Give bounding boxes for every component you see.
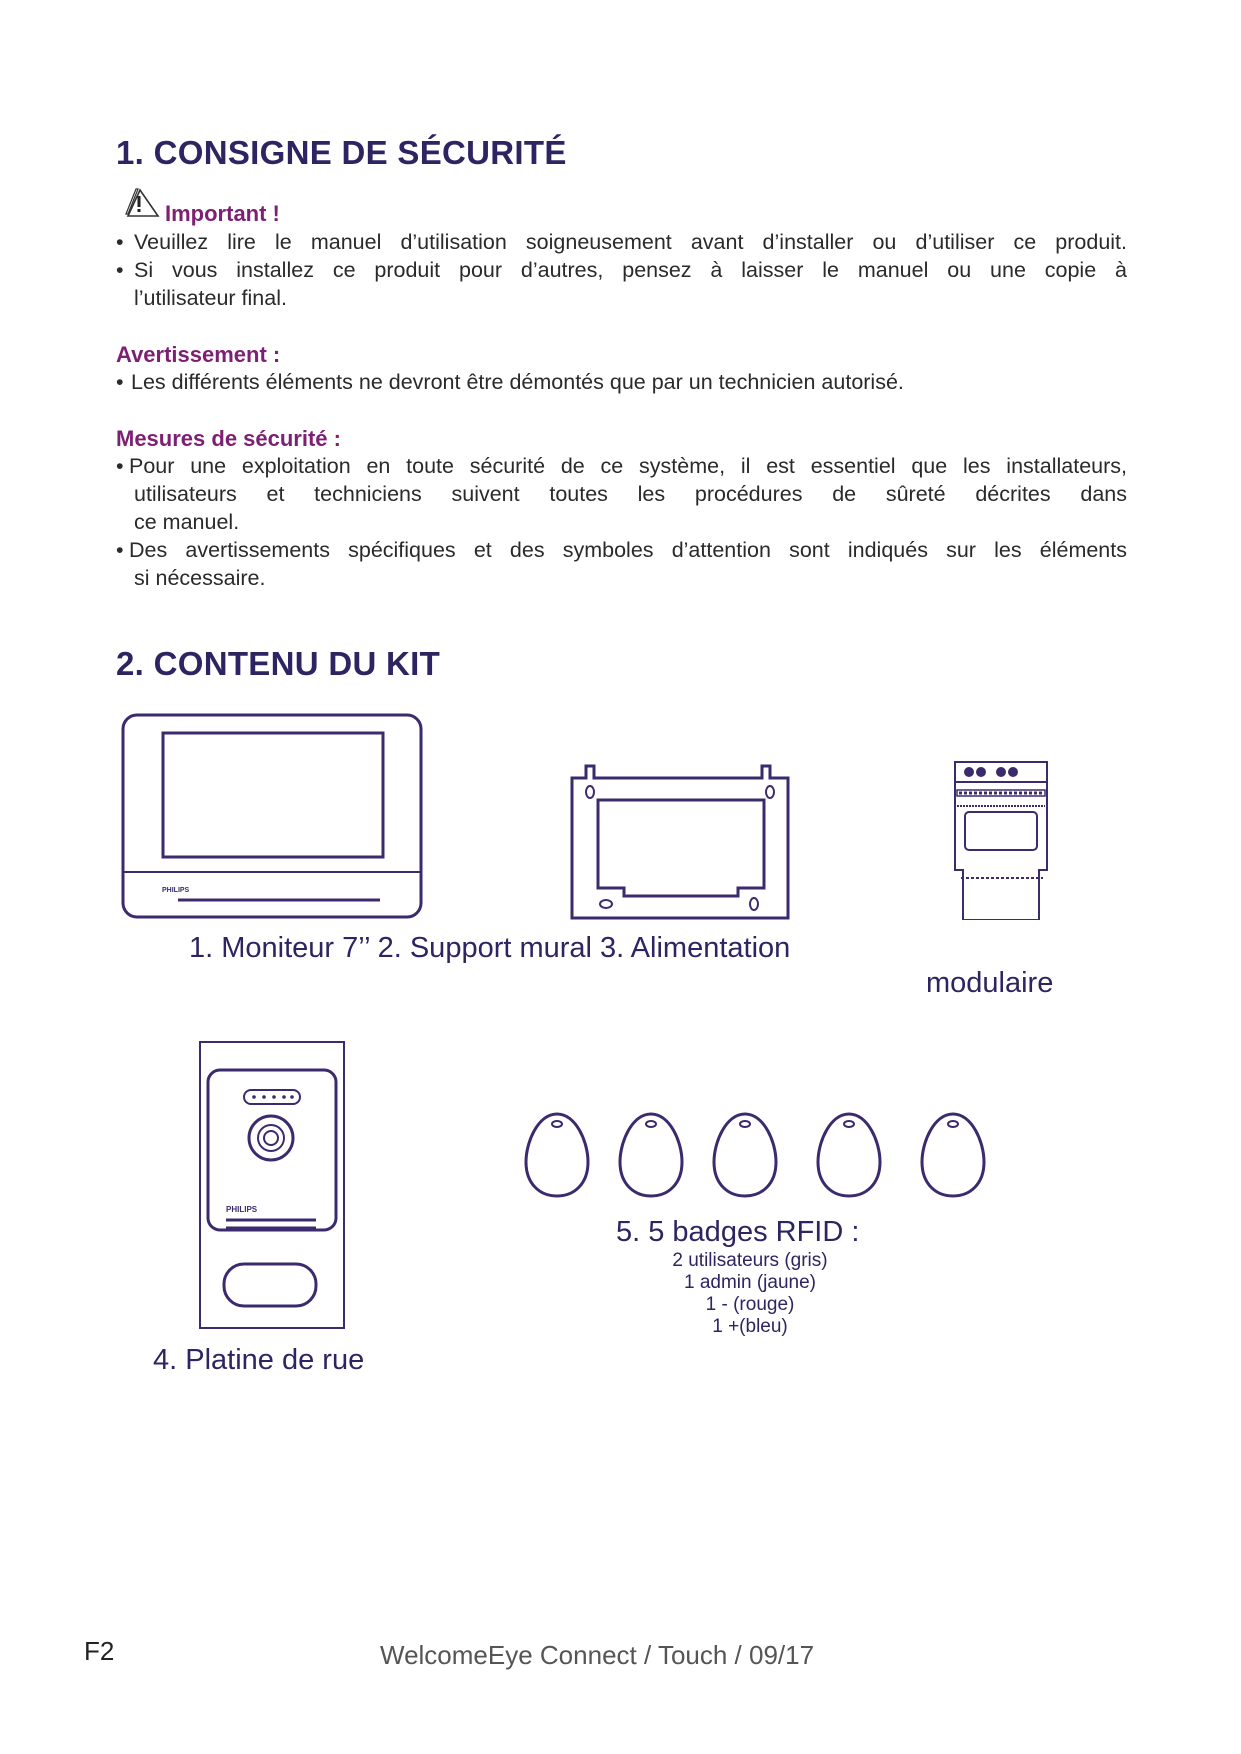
- bullet-marker: •: [116, 454, 124, 478]
- rfid-badges-illustration: [524, 1110, 994, 1203]
- panel-brand-text: PHILIPS: [226, 1205, 258, 1214]
- bullet-marker: •: [116, 370, 124, 394]
- section2-title: 2. CONTENU DU KIT: [116, 645, 441, 682]
- caption-badges: 5. 5 badges RFID :: [616, 1216, 860, 1248]
- footer-product: WelcomeEye Connect / Touch / 09/17: [380, 1640, 815, 1670]
- rfid-badge: [818, 1114, 880, 1196]
- important-bullet-1: Veuillez lire le manuel d’utilisation soigneusement avant d’installer ou d’utiliser ce produit.: [134, 230, 1127, 254]
- important-bullet-2-cont: l’utilisateur final.: [134, 286, 287, 310]
- caption-row1-modulaire: modulaire: [926, 967, 1054, 999]
- caption-platine: 4. Platine de rue: [153, 1344, 365, 1376]
- section1-title: 1. CONSIGNE DE SÉCURITÉ: [116, 134, 567, 171]
- measures-bullet-2-cont: si nécessaire.: [134, 566, 266, 590]
- measures-bullet-2: Des avertissements spécifiques et des symboles d’attention sont indiqués sur les éléments: [129, 538, 1127, 562]
- important-bullet-2: Si vous installez ce produit pour d’autres, pensez à laisser le manuel ou une copie à: [134, 258, 1127, 282]
- street-panel-illustration: [196, 1040, 346, 1335]
- monitor-illustration: [118, 712, 428, 929]
- page-number: F2: [84, 1636, 115, 1666]
- rfid-badge: [714, 1114, 776, 1196]
- bullet-marker: •: [116, 230, 124, 254]
- power-supply-illustration: [951, 760, 1051, 925]
- wall-support-illustration: [566, 760, 796, 927]
- badge-line: 2 utilisateurs (gris): [672, 1250, 828, 1271]
- important-label: Important !: [165, 201, 280, 226]
- warning-triangle-icon: [124, 186, 160, 225]
- caption-row1: 1. Moniteur 7’’ 2. Support mural 3. Alimentation: [189, 932, 791, 964]
- rfid-badge: [620, 1114, 682, 1196]
- bullet-marker: •: [116, 538, 124, 562]
- badge-line: 1 +(bleu): [712, 1316, 788, 1337]
- rfid-badge: [922, 1114, 984, 1196]
- measures-label: Mesures de sécurité :: [116, 426, 341, 451]
- warning-bullet-1: Les différents éléments ne devront être démontés que par un technicien autorisé.: [131, 370, 904, 394]
- warning-label: Avertissement :: [116, 342, 281, 367]
- rfid-badge: [526, 1114, 588, 1196]
- monitor-brand-text: PHILIPS: [162, 887, 190, 894]
- measures-bullet-1-cont2: ce manuel.: [134, 510, 240, 534]
- measures-bullet-1: Pour une exploitation en toute sécurité de ce système, il est essentiel que les installateurs,: [129, 454, 1127, 478]
- badge-line: 1 admin (jaune): [683, 1272, 817, 1293]
- badge-line: 1 - (rouge): [705, 1294, 795, 1315]
- badge-list: [620, 1250, 880, 1338]
- measures-bullet-1-cont: utilisateurs et techniciens suivent toutes les procédures de sûreté décrites dans: [134, 482, 1127, 506]
- bullet-marker: •: [116, 258, 124, 282]
